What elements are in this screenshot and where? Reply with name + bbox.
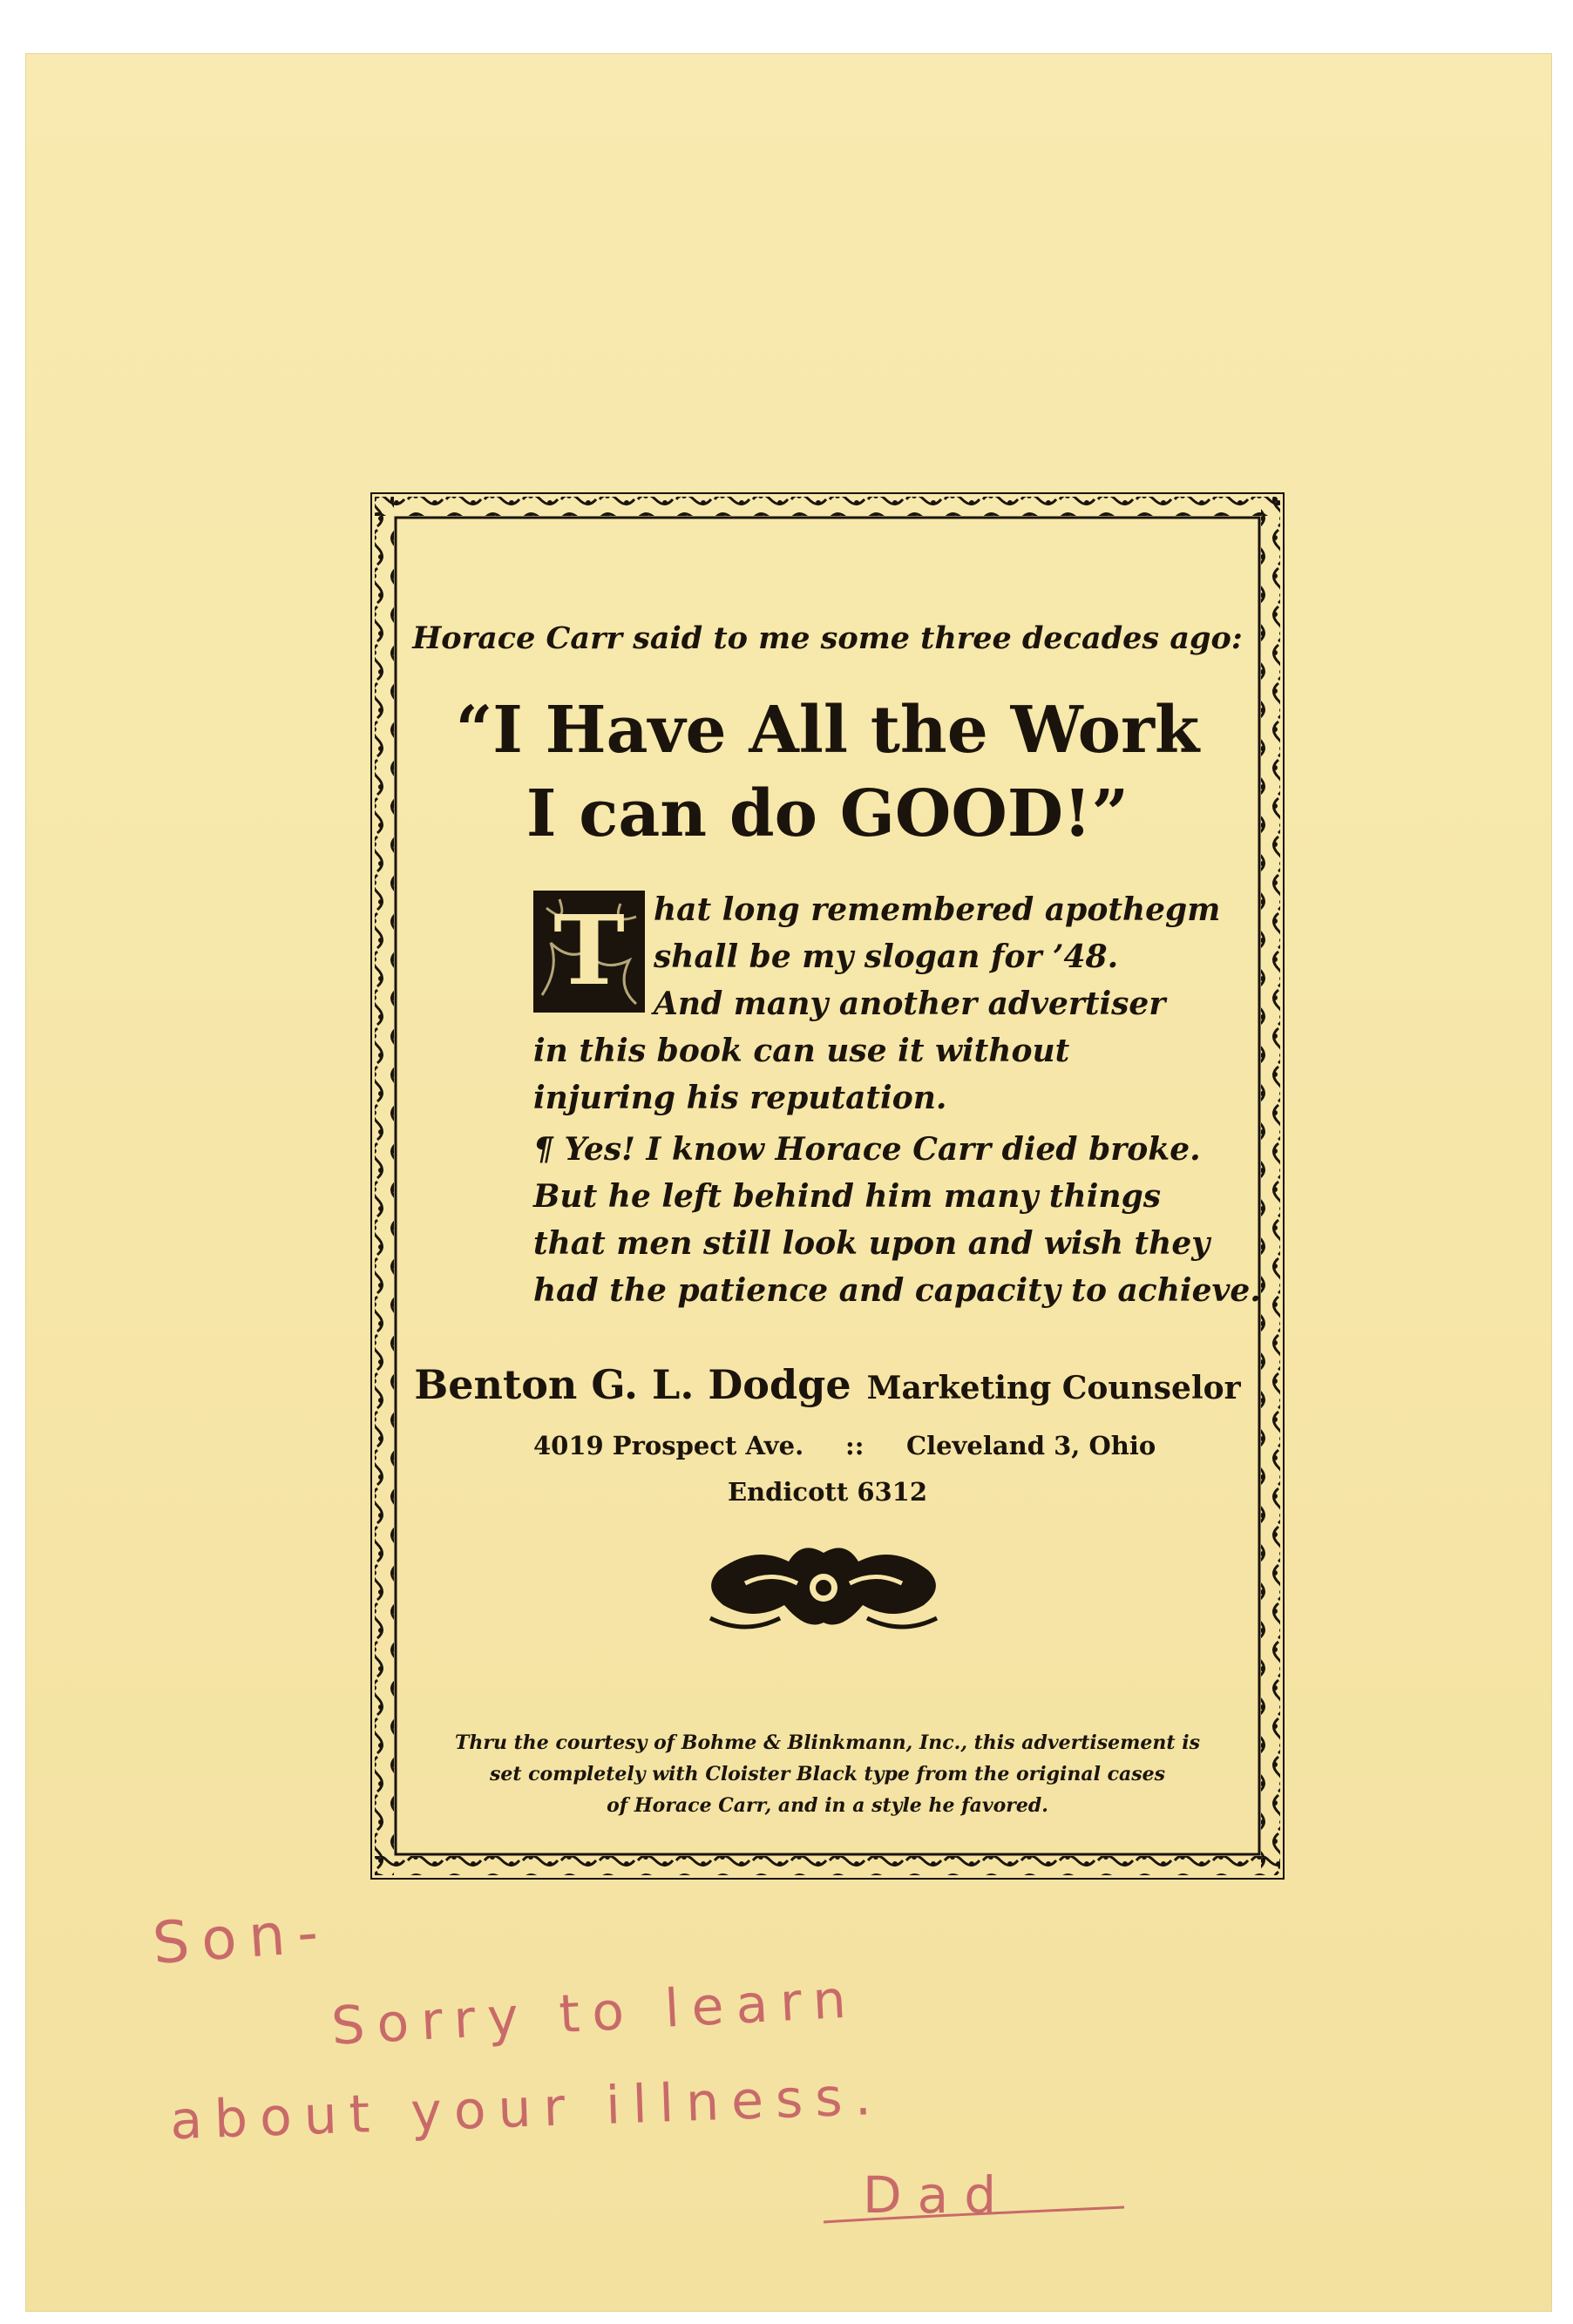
address-street: 4019 Prospect Ave. bbox=[533, 1431, 804, 1460]
ad-frame bbox=[368, 490, 1287, 1882]
ad-content bbox=[368, 490, 1287, 1882]
paragraph-line: injuring his reputation. bbox=[533, 1080, 947, 1116]
paragraph-line: But he left behind him many things bbox=[533, 1178, 1162, 1215]
paragraph-line: had the patience and capacity to achieve. bbox=[533, 1272, 1261, 1309]
courtesy-line: Thru the courtesy of Bohme & Blinkmann, Inc., this advertisement is bbox=[455, 1731, 1200, 1754]
signature-underline bbox=[819, 2200, 1133, 2235]
paragraph-line: in this book can use it without bbox=[533, 1033, 1070, 1069]
courtesy-line: of Horace Carr, and in a style he favored. bbox=[607, 1794, 1048, 1817]
phone-number: Endicott 6312 bbox=[727, 1477, 928, 1507]
signature-name: Benton G. L. Dodge bbox=[414, 1361, 851, 1408]
paragraph-line: ¶ Yes! I know Horace Carr died broke. bbox=[533, 1131, 1201, 1168]
paragraph-line: that men still look upon and wish they bbox=[533, 1225, 1210, 1262]
courtesy-line: set completely with Cloister Black type from the original cases bbox=[489, 1763, 1166, 1785]
intro-line: Horace Carr said to me some three decades ago: bbox=[412, 620, 1243, 656]
ornament-icon bbox=[693, 1535, 954, 1640]
handwritten-signature: Dad bbox=[863, 2165, 1013, 2225]
courtesy-note bbox=[368, 1727, 1287, 1821]
handwritten-line-3: about your illness. bbox=[169, 2065, 885, 2152]
quote-line-1: “I Have All the Work bbox=[455, 693, 1200, 768]
paragraph-line: shall be my slogan for ’48. bbox=[654, 938, 1119, 975]
drop-cap bbox=[533, 891, 645, 1013]
address-separator: :: bbox=[845, 1431, 864, 1460]
handwritten-line-1: Son- bbox=[150, 1897, 333, 1978]
quote-line-2: I can do GOOD!” bbox=[525, 776, 1129, 851]
signature-row bbox=[368, 1361, 1287, 1408]
handwritten-line-2: Sorry to learn bbox=[329, 1968, 860, 2057]
drop-cap-letter: T bbox=[553, 894, 625, 1006]
paragraph-line: hat long remembered apothegm bbox=[654, 891, 1221, 928]
paragraph-line: And many another advertiser bbox=[654, 986, 1166, 1022]
signature-title: Marketing Counselor bbox=[866, 1370, 1241, 1406]
address-city: Cleveland 3, Ohio bbox=[906, 1431, 1156, 1460]
